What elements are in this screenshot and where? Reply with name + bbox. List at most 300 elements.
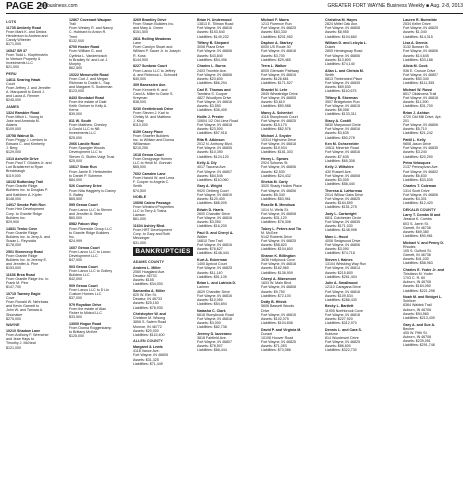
listing-line: Liabilities: $66,294 [197, 80, 227, 85]
listing-line: Fort Wayne, IN 46815 [261, 312, 297, 317]
listing-line: Cynthia L. Vanderbosch [69, 53, 108, 58]
listing-line: Assets: $3,550 [197, 104, 221, 109]
listing-line: to Venture Property & [6, 57, 41, 62]
listing-line: From HRT Development [133, 228, 172, 233]
section-heading: ADAMS COUNTY [133, 260, 165, 265]
listing-entry [133, 37, 193, 62]
listing-title: 503 Genoa Court [69, 264, 98, 269]
listing-title: Edwin D. Harris [197, 207, 224, 212]
listing-entry [197, 161, 257, 182]
listing-entry [325, 328, 385, 353]
listing-entry [133, 345, 193, 366]
listing-entry [6, 111, 66, 132]
listing-entry [403, 241, 463, 266]
listing-line: 1314 Scott Drive [403, 188, 430, 193]
listing-title: 595 Genoa Court [69, 203, 98, 208]
listing-line: A. Marquardt to David J. [6, 90, 45, 95]
listing-line: Fort Wayne, IN 46816 [197, 215, 233, 220]
listing-line: $25,000 [69, 135, 82, 140]
listing-line: Assets: $8,955 [325, 30, 349, 35]
listing-line: $60,000 [69, 215, 82, 220]
listing-title: Michael J. Snyder [261, 133, 292, 138]
section-heading: LOTS [6, 20, 17, 24]
listing-line: 12110 Caragana Drive [325, 285, 361, 290]
listing-title: Dennis L. and Cara S. [325, 327, 362, 332]
listing-line: 3636 Hollyhock Cove [261, 258, 295, 263]
listing-line: 13813 E. Tillman Road [197, 22, 234, 27]
column-7 [403, 18, 463, 350]
listing-entry [261, 300, 321, 325]
listing-title: Margaret & Lewis [133, 345, 163, 350]
listing-line: Liabilities: $148,444 [197, 251, 229, 256]
listing-entry [69, 184, 129, 201]
listing-line: and Jean Hays to [6, 337, 34, 342]
listing-line: 9920 Oelberg Court [197, 188, 229, 193]
listing-line: 4006 Sedgwood Drive [325, 239, 361, 244]
listing-line: & Gould LLC to NB [69, 127, 100, 132]
listing-title: Alicia M. Cook [403, 64, 428, 69]
listing-line: Tamisha S. Cooper [197, 91, 228, 96]
listing-line: $171,000 [6, 42, 21, 47]
listing-line: Assets: $171,030 [325, 224, 353, 229]
listing-line: Fort Wayne, IN 46805 [133, 353, 169, 358]
listing-entry [69, 203, 129, 220]
listing-line: and Kathleen A. Kipfer [6, 192, 42, 197]
listing-line: 3806 S. Salem Road [133, 320, 167, 325]
listing-line: From Spangler Woods [69, 146, 105, 151]
listing-title: 13000 Hogue Road [69, 321, 102, 326]
listing-line: From Granite Ridge [6, 253, 38, 258]
listing-line: Corp. to Gary and Ruth [133, 232, 171, 237]
listing-line: From Wesley R. and Nancy [69, 26, 113, 31]
listing-line: $144,900 [133, 57, 148, 62]
listing-line: Fort Wayne, IN 46808 [325, 173, 361, 178]
listing-title: 8227 Sunbear Court [133, 64, 167, 69]
listing-line: Assets: $14,645 [403, 53, 429, 58]
listing-line: and Jennifer A. Stein [69, 211, 103, 216]
listing-title: Brian L. and Latricia D. [197, 281, 237, 286]
listing-line: Assets: $102,075 [261, 316, 289, 321]
listing-line: $40,000 [133, 76, 146, 81]
listing-line: Liabilities: $104,660 [325, 34, 357, 39]
listing-line: Fort Wayne, IN 46805 [261, 95, 297, 100]
listing-line: 9808 Jason Drive [403, 142, 431, 147]
listing-line: Fort Wayne, IN 46808 [325, 26, 361, 31]
listing-line: 3818 Fairfield Ave. [197, 335, 227, 340]
listing-line: Richman to Dustin L. Sap [69, 80, 110, 85]
listing-line: Liabilities: $78,308 [261, 220, 291, 224]
listing-line: Fort Wayne, IN 46806 [403, 192, 439, 197]
listing-title: Rita R. Atkinson [197, 138, 225, 143]
listing-line: $121,000 [6, 345, 21, 350]
listing-title: Jeremy D. Iazzerano [197, 331, 232, 336]
listing-title: 10222 Menonville Road [69, 72, 109, 77]
listing-line: From Mark K. and Deidra [6, 29, 47, 34]
listing-line: Fort Wayne, IN 46818 [197, 123, 233, 128]
listing-entry [197, 231, 257, 256]
listing-title: Natasha C. Clark [197, 308, 226, 313]
listing-line: 5606 Bassett Woods [261, 304, 295, 309]
listing-title: Kelly A. Dly [197, 161, 217, 166]
listing-line: $132,000 [69, 38, 84, 43]
listing-title: 8582 Falcon Way [69, 222, 98, 227]
listing-entry [403, 41, 463, 62]
listing-line: 8005 Glenvale Pathway [261, 68, 299, 73]
listing-title: 10698 Calera Passage [133, 200, 171, 205]
listing-entry [403, 161, 463, 182]
listing-title: Brian J. Ashton [403, 110, 430, 115]
listing-title: 579 Royalton Drive [69, 302, 102, 307]
listing-line: 4629 Chandler Drive [197, 289, 230, 294]
listing-line: Monroe, IN 46772 [133, 324, 162, 329]
listing-line: From Harold W. and Lena [133, 176, 175, 181]
listing-title: 509 Genoa Court [69, 283, 98, 288]
listing-entry [197, 208, 257, 229]
bankruptcies-banner: BANKRUPTCIES [133, 247, 193, 256]
listing-line: Fort Wayne, IN 46805 [197, 146, 233, 151]
listing-line: 10611 Minerich Road [325, 146, 359, 151]
listing-line: $31,000 [133, 240, 146, 245]
listing-line: Fort Wayne, IN 46807 [197, 340, 233, 345]
listing-title: Stacy A. Costill [325, 119, 352, 123]
listing-line: 3008 Plaza Drive [197, 45, 225, 50]
listing-line: Assets: $71,053 [261, 344, 287, 349]
listing-line: to Brittany McKee [69, 329, 98, 334]
listing-title: Cheryl A. Mizesmore [261, 277, 297, 282]
listing-line: Assets: $153,540 [197, 30, 225, 35]
listing-title: Christopher W. and [133, 312, 166, 317]
listing-line: Liabilities: $71,449 [133, 361, 163, 366]
listing-title: 1324 Rambler Road [6, 110, 40, 115]
listing-line: 2824 Mittel Oak Ave. [325, 22, 359, 27]
listing-line: Fort Wayne, IN 46819 [197, 192, 233, 197]
listing-line: 430 Russell Ave. [325, 169, 352, 174]
listing-entry [6, 329, 66, 350]
listing-line: From Matthew, Chesley [69, 123, 107, 128]
column-6 [325, 18, 385, 355]
listing-line: Builders Inc. to Jerry A. and [6, 234, 50, 239]
listing-line: Liabilities: $151,275 [325, 205, 357, 210]
listing-entry [261, 88, 321, 109]
listing-line: 603 S. Jarrin St. [403, 221, 429, 226]
listing-title: Charles T. Coleman [403, 184, 437, 189]
listing-entry [133, 107, 193, 128]
listing-line: Assets: $3,240 [403, 150, 427, 155]
listing-line: Fort Wayne, IN 46816 [197, 243, 233, 248]
listing-line: Investments LLC [69, 131, 96, 136]
listing-entry [6, 227, 66, 248]
listing-entry [69, 222, 129, 243]
listing-line: Assets: $109,534 [325, 293, 353, 298]
listing-entry [133, 266, 193, 287]
listing-line: Fort Wayne, IN 46815 [261, 72, 297, 77]
column-2 [69, 18, 129, 341]
listing-line: and Margaret S. Soderman [69, 85, 113, 90]
listing-entry [133, 224, 193, 245]
listing-line: Assets: $31,325 [133, 357, 159, 362]
listing-entry [403, 64, 463, 85]
listing-line: Lawson [133, 213, 146, 218]
listing-line: LLC to Heidi M. Gonnah [133, 161, 172, 166]
listing-line: Kreyman [133, 95, 148, 100]
listing-title: Dotty B. Hiteck [261, 300, 287, 305]
listing-entry [197, 18, 257, 39]
listing-line: 105 S. Gulford St. [403, 248, 432, 253]
listing-line: Assets: $10,050 [197, 297, 223, 302]
listing-line: Liabilities: $221,298 [403, 288, 435, 293]
listing-title: 8700 Hoster Road [69, 45, 100, 50]
listing-line: From Shaefer Builders [133, 133, 169, 138]
listing-line: Corp. to Granite Ridge [6, 211, 42, 216]
listing-line: Assets: $4,301 [403, 196, 427, 201]
listing-line: From Riverside Group LLC [69, 226, 112, 231]
listing-entry [325, 189, 385, 210]
listing-line: 5142 Roberts Drive [261, 234, 292, 239]
listing-line: Fort Wayne, IN 46806 [325, 243, 361, 248]
listing-line: 4017 Tacoma Ave. [197, 165, 227, 170]
listing-line: Assets: $41,030 [403, 257, 429, 262]
listing-line: Christine M. Wisong [133, 316, 166, 321]
listing-line: Builders Inc. to Douglas P. [6, 188, 48, 193]
listing-line: Assets: $11,590 [403, 99, 429, 104]
listing-line: 820 W. Elm St. [133, 293, 157, 298]
listing-line: From Lanco LLC to Gollery [69, 268, 113, 273]
listing-line: S. Bailey [69, 192, 84, 197]
listing-title: Ken M. Ochsenrider [325, 142, 359, 147]
listing-line: 2014 Willow Oaks Drive [325, 192, 364, 197]
listing-line: From the estate of Dale [69, 99, 107, 104]
listing-title: Allan L. and Christa M. [325, 68, 364, 73]
listing-line: $33,500 [69, 315, 82, 320]
listing-line: Auburn, IN 46706 [403, 307, 432, 312]
listing-line: Assets: $6,630 [403, 173, 427, 178]
listing-line: Fort Wayne, IN 46818 [403, 95, 439, 100]
listing-line: Fort Wayne, IN 46816 [325, 289, 361, 294]
listing-title: Sharon K. Billington [261, 253, 296, 258]
listing-title: 1618 Genoa Court [133, 152, 164, 157]
listing-title: Andrew L. Miller [133, 265, 161, 270]
listing-line: Fort Wayne, IN 46806 [197, 72, 233, 77]
listing-line: 6000 US Route 30 [261, 45, 291, 50]
listing-line: From Paul T. Glidden Jr. and [6, 161, 52, 166]
listing-entry [261, 18, 321, 39]
listing-title: Shekia M. Carty [261, 180, 288, 185]
listing-title: 10617 State Run [69, 165, 97, 170]
listing-line: From Granite Ridge [6, 230, 38, 235]
listing-entry [6, 49, 66, 70]
listing-entry [403, 213, 463, 238]
listing-title: 1313 Ashville Drive [6, 156, 39, 161]
listing-line: Liabilities: $110,675 [325, 89, 357, 94]
listing-line: Assets: $5,340 [261, 192, 285, 197]
listing-line: $147,700 [6, 285, 21, 290]
listing-line: 10108 Hoover Road [261, 335, 294, 340]
listing-title: William D. and Lelcyia L. [325, 41, 367, 46]
listing-line: Fort Wayne, IN 46816 [197, 316, 233, 321]
listing-line: Assets: $162,960 [261, 266, 289, 271]
listing-title: Tobey L. Peters and Tia [261, 226, 302, 231]
listing-line: $24,999 [69, 239, 82, 244]
publication-info: GREATER FORT WAYNE Business Weekly ■ Aug. 2-8, 2013 [327, 3, 463, 9]
listing-line: Liabilities: $322,730 [325, 348, 357, 353]
listing-title: Theresa A. LaHurreau [325, 188, 363, 193]
listing-line: From Curt J. and Megan [69, 76, 108, 81]
listing-entry [197, 138, 257, 159]
listing-line: Liabilities: $63,961 [261, 196, 291, 201]
listing-line: M. McGee [261, 230, 278, 235]
listing-line: A. and Rebecca L. Schnuell [133, 72, 178, 77]
listing-line: Lane [133, 41, 141, 46]
listing-line: Candy Wheeler [6, 38, 31, 43]
listing-line: Inc. [69, 234, 75, 239]
listing-line: Liabilities: $73,086 [261, 348, 291, 353]
listing-line: Assets: $86,600 [325, 344, 351, 349]
listing-line: $125,000 [69, 334, 84, 339]
listing-line: C. Hubbard to Anton R. [69, 30, 107, 35]
listing-entry [197, 184, 257, 205]
listing-line: Liabilities: $312,970 [325, 321, 357, 325]
listing-line: 8517 Oklahoma Trail [403, 91, 437, 96]
listing-line: Assets: $10,390 [197, 150, 223, 155]
listing-line: Larimer [197, 285, 210, 290]
listing-entry [69, 165, 129, 182]
listing-line: Fort Wayne, IN 46816 [197, 293, 233, 298]
listing-line: Liabilities: $58,963 [403, 261, 433, 266]
listing-entry [197, 281, 257, 306]
listing-line: $178,000 [6, 243, 21, 248]
listing-line: $119,000 [6, 173, 21, 178]
listing-line: Assets: $120,400 [197, 196, 225, 201]
listing-line: Assets: $126,661 [261, 76, 289, 81]
column-1 [6, 18, 66, 352]
listing-entry [133, 18, 193, 35]
listing-line: Assets: $50,340 [403, 76, 429, 81]
listing-line: $129,000 [6, 150, 21, 155]
listing-line: and Laura A. Renner [6, 94, 40, 99]
listing-line: Cove [6, 296, 15, 301]
listing-title: Charles E. Yoder Jr. and [403, 267, 445, 272]
listing-line: John W. and Tamara A. [6, 308, 44, 313]
listing-line: Assets: $239,051 [403, 339, 431, 344]
listing-entry [133, 289, 193, 310]
listing-line: 11905 Northbrook Cove [325, 308, 363, 313]
listing-entry [325, 281, 385, 302]
listing-line: Liabilities: $213,439 [403, 315, 435, 320]
listing-line: From Lanco LLC to Lanco [69, 249, 111, 254]
listing-line: Assets: $155 [133, 278, 154, 283]
listing-title: Lisa A. Dennis [403, 41, 428, 46]
listing-line: Liabilities: $34,000 [133, 282, 163, 287]
listing-entry [197, 332, 257, 353]
listing-line: $29,900 [6, 219, 19, 224]
listing-line: $21,000 [6, 65, 19, 70]
listing-line: Assets: $25,150 [133, 301, 159, 306]
listing-line: Liabilities: $68,444 [197, 348, 227, 353]
column-4 [197, 18, 257, 355]
listing-line: Fort Wayne, IN 46806 [261, 188, 297, 193]
listing-line: Liabilities: $36,405 [197, 108, 227, 113]
listing-line: 2805 Hemingway Road [325, 49, 363, 54]
listing-line: Assets: $184,050 [403, 284, 431, 289]
listing-entry [325, 119, 385, 140]
listing-entry [403, 184, 463, 205]
listing-line: Smith [133, 184, 143, 189]
listing-title: 11636 Brea Road [6, 272, 35, 277]
listing-line: Liabilities: $54,694 [197, 301, 227, 306]
listing-entry [6, 273, 66, 290]
listing-entry [69, 73, 129, 94]
listing-entry [197, 88, 257, 113]
listing-line: Liabilities: $82,976 [261, 127, 291, 132]
listing-line: Fort Wayne, IN 46825 [261, 340, 297, 345]
listing-line: Assets: $9,750 [261, 289, 285, 294]
listing-title: Tiffany B. Shepard [197, 41, 229, 46]
listing-line: 2924 Schorss St. [261, 161, 289, 166]
listing-entry [69, 18, 129, 43]
listing-entry [6, 78, 66, 103]
listing-line: Thistlann M. Yoder [403, 272, 433, 276]
listing-line: Keith Greiner to Kelly A. [69, 104, 108, 109]
listing-entry [261, 41, 321, 62]
listing-line: $62,500 [69, 66, 82, 71]
listing-line: Assets: $78,507 [197, 344, 223, 349]
listing-entry [261, 277, 321, 298]
listing-entry [325, 96, 385, 117]
listing-title: David P. and Virginia M. [261, 327, 302, 332]
listing-line: 4720 Old Mill Drive, Apt. [403, 114, 442, 119]
listing-line: Fort Wayne, IN 46818 [261, 49, 297, 54]
listing-entry [197, 258, 257, 279]
listing-title: Samantha A. Miller [133, 288, 166, 293]
listing-line: Fort Wayne, IN 46807 [403, 72, 439, 77]
listing-line: Liabilities: $14,315 [403, 34, 433, 39]
listing-line: Assets: $1,040 [403, 30, 427, 35]
listing-line: $210,250 [133, 146, 148, 151]
listing-line: Fort Wayne, IN 46825 [261, 239, 297, 244]
listing-line: From William G. and [69, 49, 102, 54]
listing-line: Adams [6, 123, 18, 128]
listing-line: Assets: $31,120 [261, 215, 287, 220]
listing-line: Liabilities: $133,311 [325, 112, 357, 117]
listing-line: F. Cooper to Angela C. [133, 180, 170, 185]
listing-line: From Steven J. Karl to [133, 110, 169, 115]
listing-title: Noah M. and Bridget L. [403, 295, 443, 300]
listing-title: Petra Velasquez [403, 161, 431, 166]
listing-line: Jessica K. Combs [403, 217, 432, 222]
listing-line: Liabilities: $104,836 [261, 321, 293, 325]
listing-line: Murphy [69, 61, 81, 66]
listing-line: Assets: $20,000 [133, 328, 159, 333]
listing-line: Assets: $3,090 [325, 247, 349, 252]
listing-line: $39,000 [69, 112, 82, 117]
listing-line: Liabilities: $86,009 [197, 200, 227, 205]
listing-entry [325, 69, 385, 94]
listing-title: Shantel N. Lehr [261, 87, 288, 92]
listing-title: Larry T. Combs III and [403, 213, 441, 218]
listing-line: From Todd L. Klopfenstein [6, 52, 48, 57]
listing-line: $42,000 [69, 277, 82, 282]
listing-line: R. Koss [133, 53, 146, 58]
listing-line: 4118 Vance Ave. [133, 349, 160, 354]
listing-line: Timothy J. McNeal [6, 341, 36, 346]
listing-entry [69, 142, 129, 163]
column-3 [133, 18, 193, 368]
section-heading: PERU [6, 72, 17, 76]
listing-line: From Kenneth H. and [133, 87, 168, 92]
listing-line: J. Berg [6, 146, 18, 151]
listing-line: Fort Wayne, IN 46835 [325, 80, 361, 85]
listing-line: Liabilities: $33,535 [403, 177, 433, 182]
